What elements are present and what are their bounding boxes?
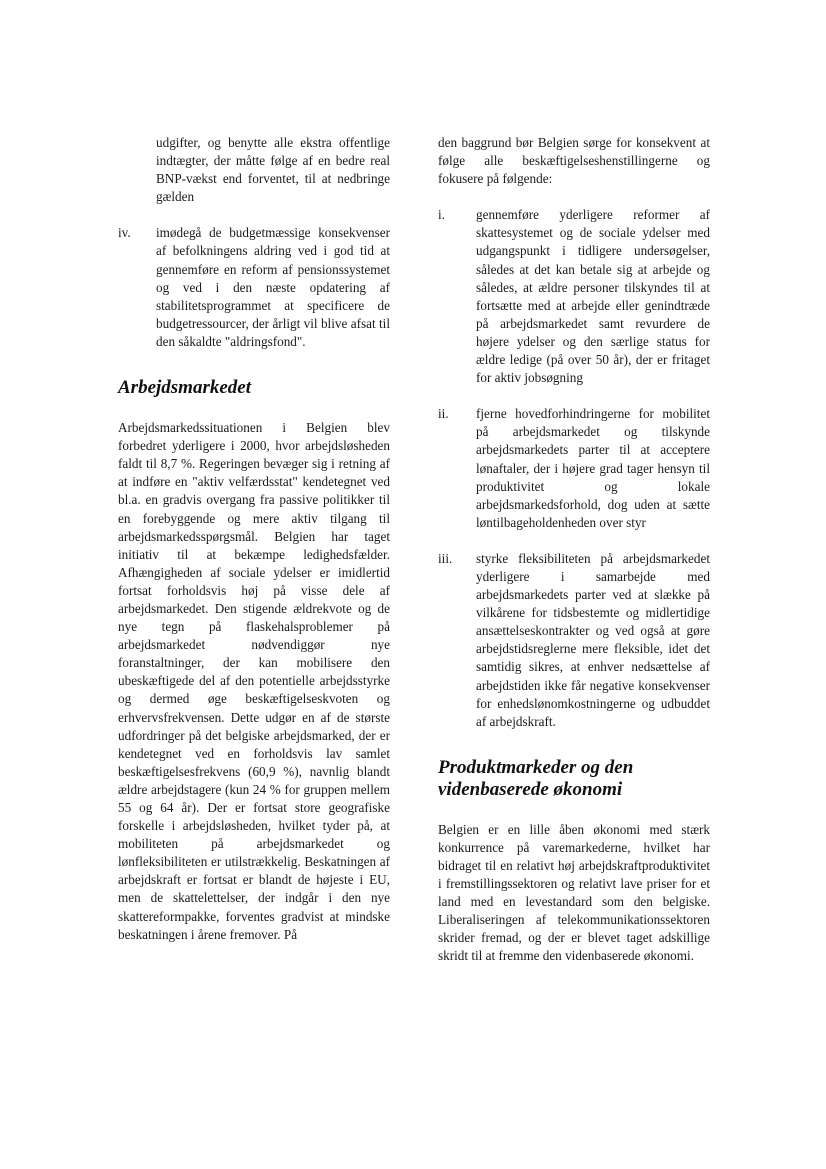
spacer — [438, 801, 710, 821]
list-item-text: imødegå de budgetmæssige konsekvenser af befolkningens aldring ved i god tid at gennemføre en reform af pensionssystemet og ved i den næste opdatering af stabilitetsprogrammet at specificere de budgetressourcer, der årligt vil blive afsat til den såkaldte "aldringsfond". — [156, 225, 390, 349]
section-heading-produktmarkeder — [438, 757, 710, 801]
list-item-text: styrke fleksibiliteten på arbejdsmarkedet yderligere i samarbejde med arbejdsmarkedets parter ved at slække på vilkårene for tidsbestemte og midlertidige ansættelseskontrakter og ved også at gøre arbejdstidsreglerne mere fleksible, idet det samtidig sikres, at enhver nedsættelse af arbejdstiden ikke får negative konsekvenser for enhedslønomkostningerne og udbuddet af arbejdskraft. — [476, 550, 710, 729]
body-paragraph: Arbejdsmarkedssituationen i Belgien blev forbedret yderligere i 2000, hvor arbejdsløsheden faldt til 8,7 %. Regeringen bevæger sig i retning af at indføre en "aktiv velfærdsstat" kendetegnet ved bl.a. en gradvis overgang fra passive politikker til en forebyggende og mere aktiv tilgang til arbejdsmarkedsspørgsmål. Belgien har taget initiativ til at bekæmpe ledighedsfælder. Afhængigheden af sociale ydelser er imidlertid fortsat forholdsvis høj på visse dele af arbejdsmarkedet. Den stigende ældrekvote og de nye tegn på flaskehalsproblemer på arbejdsmarkedet nødvendiggør nye foranstaltninger, der kan mobilisere den ubeskæftigede del af den potentielle arbejdsstyrke og dermed øge beskæftigelseskvoten og erhvervsfrekvensen. Dette udgør en af de største udfordringer på det belgiske arbejdsmarked, der er kendetegnet ved en forholdsvis lav samlet beskæftigelsesfrekvens (60,9 %), navnlig blandt ældre arbejdstagere (kun 24 % for gruppen mellem 55 og 64 år). Der er fortsat store geografiske forskelle i arbejdsløsheden, hvilket tyder på, at mobiliteten på arbejdsmarkedet og lønfleksibiliteten er utilstrækkelig. Beskatningen af arbejdskraft er fortsat er blandt de højeste i EU, men de skattelettelser, der indgår i den nye skattereformpakke, forventes gradvist at mindske beskatningen i årene fremover. På — [118, 420, 390, 942]
spacer — [438, 532, 710, 550]
body-paragraph: Belgien er en lille åben økonomi med stærk konkurrence på varemarkederne, hvilket har bidraget til en relativt høj arbejdskraftproduktivitet i fremstillingssektoren og relativt lave priser for et land med en levestandard som den belgiske. Liberaliseringen af telekommunikationssektoren skrider fremad, og der er blevet taget adskillige skridt til at fremme den videnbaserede økonomi. — [438, 821, 710, 964]
spacer — [118, 206, 390, 224]
spacer — [118, 351, 390, 377]
list-item-number: ii. — [438, 406, 449, 422]
spacer — [118, 399, 390, 419]
right-column — [438, 134, 710, 966]
section-heading-arbejdsmarkedet: Arbejdsmarkedet — [118, 377, 251, 399]
continuation-paragraph: udgifter, og benytte alle ekstra offentlige indtægter, der måtte følge af en bedre real BNP-vækst end forventet, til at nedbringe gælden — [156, 135, 390, 205]
intro-paragraph: den baggrund bør Belgien sørge for konsekvent at følge alle beskæftigelseshenstillingerne og fokusere på følgende: — [438, 135, 710, 187]
list-item-number: iv. — [118, 225, 131, 241]
list-item-text: fjerne hovedforhindringerne for mobilitet på arbejdsmarkedet og tilskynde arbejdsmarkedets parter til at acceptere lønaftaler, der i højere grad tager hensyn til produktivitet og lokale arbejdsmarkedsforhold, dog uden at sætte løntilbageholdenheden over styr — [476, 406, 710, 530]
heading-line-2: videnbaserede økonomi — [438, 778, 623, 800]
left-column — [118, 134, 390, 944]
spacer — [438, 731, 710, 757]
list-item-iv — [118, 224, 390, 351]
list-item-ii — [438, 405, 710, 532]
spacer — [438, 188, 710, 206]
list-item-text: gennemføre yderligere reformer af skattesystemet og de sociale ydelser med udgangspunkt i tidligere undersøgelser, således at det kan betale sig at arbejde og således, at ældre personer tilskyndes til at fortsætte med at arbejde eller genindtræde på arbejdsmarkedet samt revurdere de højere ydelser og den særlige status for ældre ledige (på over 50 år), der er fritaget for aktiv jobsøgning — [476, 207, 710, 386]
list-item-number: iii. — [438, 550, 453, 566]
heading-line-1: Produktmarkeder og den — [438, 756, 634, 778]
list-item-i — [438, 206, 710, 387]
list-item-number: i. — [438, 207, 445, 223]
list-item-iii — [438, 550, 710, 731]
spacer — [438, 387, 710, 405]
